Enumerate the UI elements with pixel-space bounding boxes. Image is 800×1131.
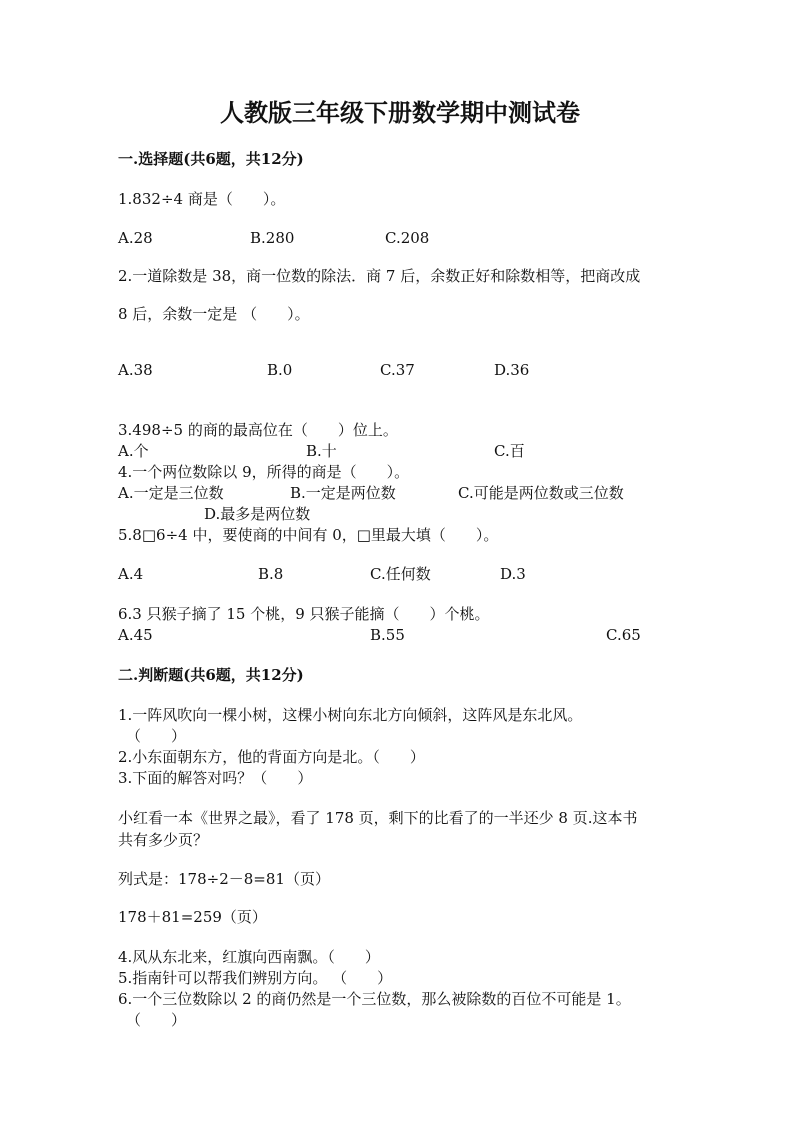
q3-option-a: A.个 <box>118 442 149 460</box>
q1-option-a: A.28 <box>118 229 153 247</box>
q4-stem: 4.一个两位数除以 9，所得的商是（ ）。 <box>118 463 410 481</box>
q6-option-a: A.45 <box>118 626 153 644</box>
q2-option-d: D.36 <box>494 361 530 379</box>
judge-q6-line2: （ ） <box>126 1011 187 1029</box>
q4-option-a: A.一定是三位数 <box>118 484 224 502</box>
q4-option-d: D.最多是两位数 <box>204 505 311 523</box>
judge-q3-formula: 列式是：178÷2－8=81（页） <box>118 870 330 888</box>
judge-q4: 4.风从东北来，红旗向西南飘。（ ） <box>118 948 380 966</box>
q5-stem: 5.8□6÷4 中，要使商的中间有 0，□里最大填（ ）。 <box>118 526 499 544</box>
judge-q1-line2: （ ） <box>126 727 187 745</box>
judge-q3-result: 178＋81=259（页） <box>118 908 267 926</box>
q1-stem: 1.832÷4 商是（ ）。 <box>118 190 286 208</box>
section2-heading: 二.判断题(共6题，共12分) <box>118 666 304 684</box>
judge-q5: 5.指南针可以帮我们辨别方向。 （ ） <box>118 969 393 987</box>
q5-option-b: B.8 <box>258 565 284 583</box>
q5-option-d: D.3 <box>500 565 526 583</box>
q3-option-c: C.百 <box>494 442 525 460</box>
q2-option-b: B.0 <box>267 361 293 379</box>
judge-q1-line1: 1.一阵风吹向一棵小树，这棵小树向东北方向倾斜，这阵风是东北风。 <box>118 706 583 724</box>
q1-option-b: B.280 <box>250 229 295 247</box>
judge-q3-problem-line1: 小红看一本《世界之最》，看了 178 页，剩下的比看了的一半还少 8 页.这本书 <box>118 809 638 827</box>
q2-option-c: C.37 <box>380 361 415 379</box>
q2-stem-line1: 2.一道除数是 38，商一位数的除法．商 7 后，余数正好和除数相等，把商改成 <box>118 267 641 285</box>
q3-stem: 3.498÷5 的商的最高位在（ ）位上。 <box>118 421 398 439</box>
q4-option-c: C.可能是两位数或三位数 <box>458 484 624 502</box>
q3-option-b: B.十 <box>306 442 337 460</box>
judge-q6-line1: 6.一个三位数除以 2 的商仍然是一个三位数，那么被除数的百位不可能是 1。 <box>118 990 631 1008</box>
q1-option-c: C.208 <box>385 229 430 247</box>
judge-q3-problem-line2: 共有多少页？ <box>118 831 209 849</box>
q5-option-a: A.4 <box>118 565 144 583</box>
q4-option-b: B.一定是两位数 <box>290 484 396 502</box>
q6-option-c: C.65 <box>606 626 641 644</box>
page-title: 人教版三年级下册数学期中测试卷 <box>220 98 580 127</box>
q6-option-b: B.55 <box>370 626 405 644</box>
judge-q2: 2.小东面朝东方，他的背面方向是北。（ ） <box>118 748 425 766</box>
q5-option-c: C.任何数 <box>370 565 431 583</box>
judge-q3: 3.下面的解答对吗？（ ） <box>118 769 313 787</box>
q6-stem: 6.3 只猴子摘了 15 个桃，9 只猴子能摘（ ）个桃。 <box>118 605 490 623</box>
section1-heading: 一.选择题(共6题，共12分) <box>118 150 304 168</box>
q2-stem-line2: 8 后，余数一定是 （ ）。 <box>118 305 310 323</box>
q2-option-a: A.38 <box>118 361 153 379</box>
